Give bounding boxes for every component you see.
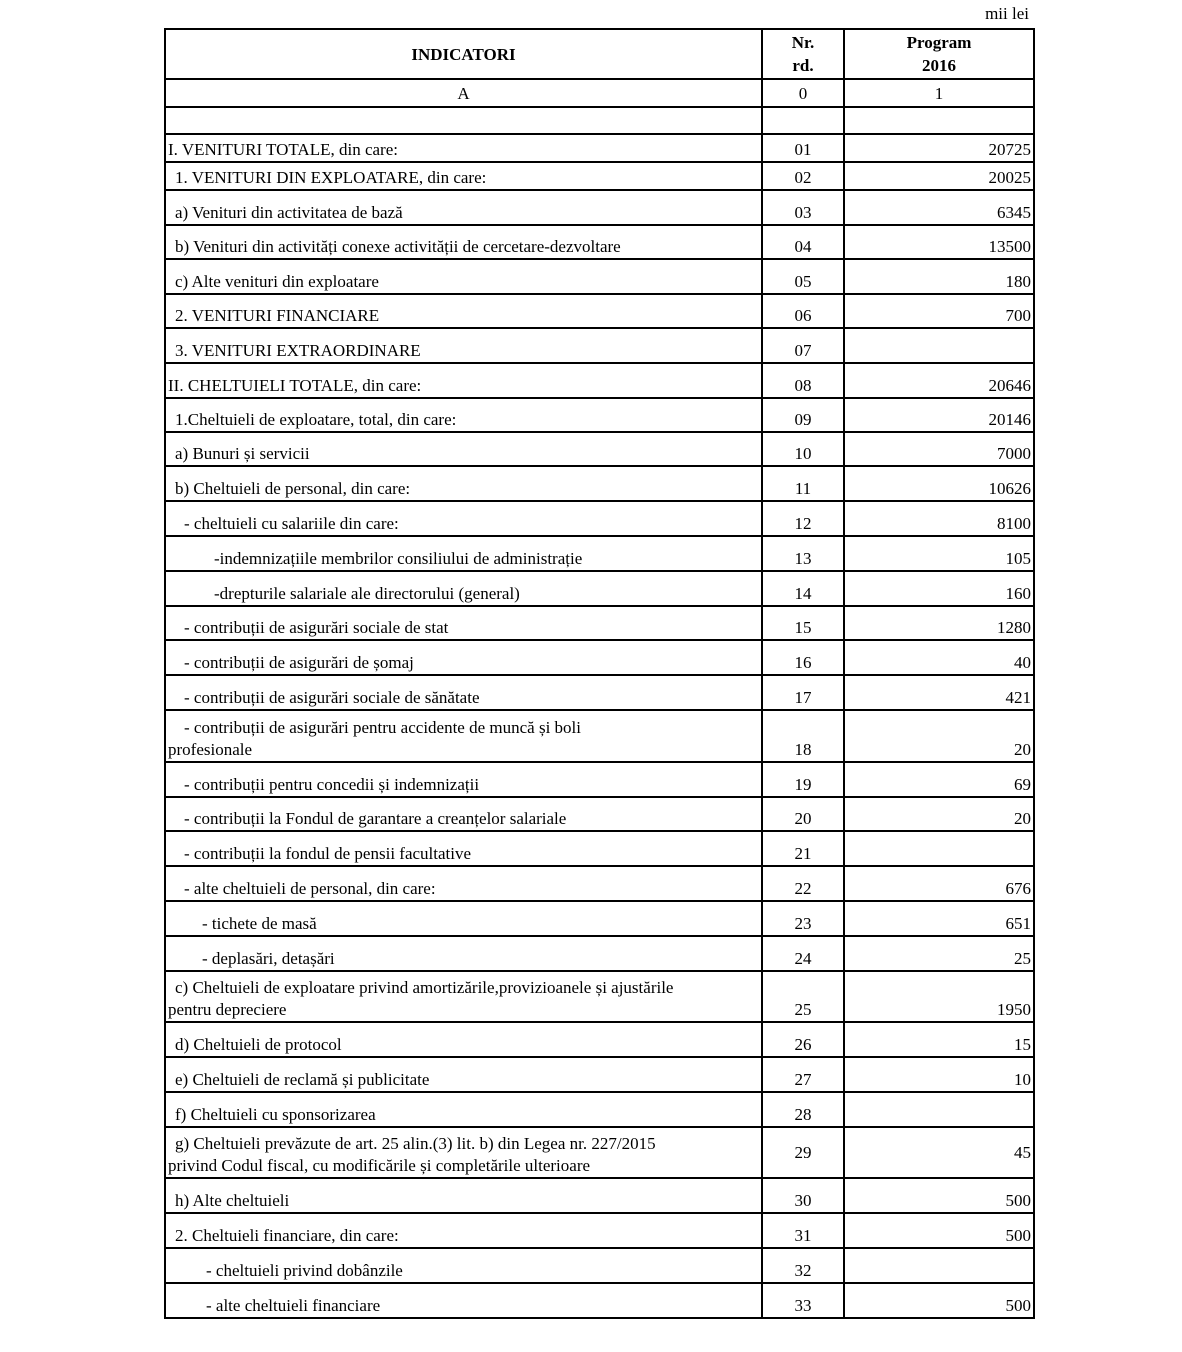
- indicator-label: [165, 536, 762, 571]
- program-value: 676: [844, 866, 1034, 901]
- row-number: 16: [762, 640, 844, 675]
- header-program-line1: Program: [906, 33, 972, 52]
- indicator-label-text: - alte cheltuieli financiare: [206, 1296, 381, 1315]
- table-row: [165, 259, 1034, 294]
- program-value: [844, 1092, 1034, 1127]
- blank-cell: [165, 107, 762, 134]
- indicator-label: [165, 901, 762, 936]
- table-row: [165, 571, 1034, 606]
- indicator-label: [165, 797, 762, 831]
- indicator-label-text: a) Venituri din activitatea de bază: [175, 203, 403, 222]
- indicator-label: [165, 190, 762, 225]
- row-number: 14: [762, 571, 844, 606]
- row-number: 28: [762, 1092, 844, 1127]
- indicator-label-text: c) Cheltuieli de exploatare privind amortizările,provizioanele și ajustările: [175, 978, 674, 997]
- indicator-label-text: - tichete de masă: [202, 914, 317, 933]
- row-number: 02: [762, 162, 844, 190]
- indicator-label-text: - alte cheltuieli de personal, din care:: [184, 879, 436, 898]
- indicator-label: [165, 466, 762, 501]
- indicator-label: [165, 1022, 762, 1057]
- table-row: [165, 466, 1034, 501]
- indicator-label-text: -drepturile salariale ale directorului (general): [214, 584, 520, 603]
- table-row: [165, 1178, 1034, 1213]
- program-value: 20725: [844, 134, 1034, 162]
- indicator-label: [165, 1092, 762, 1127]
- indicator-label: [165, 162, 762, 190]
- indicator-label: [165, 1213, 762, 1248]
- table-row: [165, 971, 1034, 1022]
- program-value: 10: [844, 1057, 1034, 1092]
- row-number: 07: [762, 328, 844, 363]
- table-row: [165, 162, 1034, 190]
- row-number: 09: [762, 398, 844, 432]
- table-row: [165, 432, 1034, 466]
- indicator-label-text: I. VENITURI TOTALE, din care:: [168, 140, 398, 159]
- indicator-label: [165, 831, 762, 866]
- program-value: 7000: [844, 432, 1034, 466]
- indicator-label: [165, 1283, 762, 1318]
- indicator-label-text: -indemnizațiile membrilor consiliului de administrație: [214, 549, 583, 568]
- row-number: 29: [762, 1127, 844, 1178]
- indicator-label: [165, 1248, 762, 1283]
- indicator-label: [165, 866, 762, 901]
- table-row: [165, 675, 1034, 710]
- blank-row: [165, 107, 1034, 134]
- indicator-label-text: b) Venituri din activități conexe activității de cercetare-dezvoltare: [175, 237, 621, 256]
- header-program: [844, 29, 1034, 79]
- program-value: 15: [844, 1022, 1034, 1057]
- table-row: [165, 1283, 1034, 1318]
- row-number: 15: [762, 606, 844, 640]
- row-number: 25: [762, 971, 844, 1022]
- indicator-label-text: - contribuții la Fondul de garantare a creanțelor salariale: [184, 809, 567, 828]
- indicator-label-text: b) Cheltuieli de personal, din care:: [175, 479, 411, 498]
- indicator-label: [165, 398, 762, 432]
- table-row: [165, 1248, 1034, 1283]
- indicator-label: [165, 936, 762, 971]
- indicators-table: [164, 28, 1035, 1319]
- indicator-label: [165, 1057, 762, 1092]
- table-row: [165, 1127, 1034, 1178]
- program-value: 500: [844, 1283, 1034, 1318]
- table-row: [165, 1092, 1034, 1127]
- indicator-label-text: 2. VENITURI FINANCIARE: [175, 306, 380, 325]
- header-row-number: [762, 29, 844, 79]
- blank-cell: [762, 107, 844, 134]
- program-value: 421: [844, 675, 1034, 710]
- indicator-label-text: - contribuții pentru concedii și indemnizații: [184, 775, 480, 794]
- row-number: 12: [762, 501, 844, 536]
- table-body: [165, 107, 1034, 1318]
- indicator-label: [165, 710, 762, 762]
- row-number: 06: [762, 294, 844, 328]
- program-value: 45: [844, 1127, 1034, 1178]
- program-value: 105: [844, 536, 1034, 571]
- header-letter-1: 1: [844, 79, 1034, 107]
- program-value: [844, 831, 1034, 866]
- indicator-label-text: 3. VENITURI EXTRAORDINARE: [175, 341, 421, 360]
- row-number: 22: [762, 866, 844, 901]
- table-row: [165, 398, 1034, 432]
- table-row: [165, 797, 1034, 831]
- indicator-label: [165, 363, 762, 398]
- table-row: [165, 866, 1034, 901]
- header-letter-0: 0: [762, 79, 844, 107]
- indicator-label-continuation: pentru depreciere: [168, 1000, 287, 1019]
- program-value: 180: [844, 259, 1034, 294]
- program-value: 6345: [844, 190, 1034, 225]
- indicator-label: [165, 606, 762, 640]
- row-number: 04: [762, 225, 844, 259]
- indicator-label-text: 1. VENITURI DIN EXPLOATARE, din care:: [175, 168, 487, 187]
- row-number: 32: [762, 1248, 844, 1283]
- row-number: 11: [762, 466, 844, 501]
- program-value: 160: [844, 571, 1034, 606]
- indicator-label: [165, 1127, 762, 1178]
- program-value: 20025: [844, 162, 1034, 190]
- table-row: [165, 190, 1034, 225]
- row-number: 33: [762, 1283, 844, 1318]
- row-number: 18: [762, 710, 844, 762]
- indicator-label: [165, 640, 762, 675]
- program-value: 20146: [844, 398, 1034, 432]
- indicator-label-text: - contribuții de asigurări pentru accidente de muncă și boli: [184, 718, 582, 737]
- row-number: 01: [762, 134, 844, 162]
- indicator-label-text: e) Cheltuieli de reclamă și publicitate: [175, 1070, 430, 1089]
- indicator-label-text: h) Alte cheltuieli: [175, 1191, 290, 1210]
- row-number: 20: [762, 797, 844, 831]
- header-letter-a: A: [165, 79, 762, 107]
- program-value: 10626: [844, 466, 1034, 501]
- table-row: [165, 501, 1034, 536]
- indicator-label: [165, 1178, 762, 1213]
- indicator-label-text: 2. Cheltuieli financiare, din care:: [175, 1226, 399, 1245]
- row-number: 08: [762, 363, 844, 398]
- indicator-label-text: II. CHELTUIELI TOTALE, din care:: [168, 376, 422, 395]
- table-row: [165, 294, 1034, 328]
- row-number: 10: [762, 432, 844, 466]
- indicator-label-text: a) Bunuri și servicii: [175, 444, 310, 463]
- table-row: [165, 328, 1034, 363]
- indicator-label-text: - contribuții de asigurări de șomaj: [184, 653, 414, 672]
- row-number: 26: [762, 1022, 844, 1057]
- program-value: [844, 328, 1034, 363]
- indicator-label: [165, 328, 762, 363]
- program-value: 20646: [844, 363, 1034, 398]
- program-value: 1950: [844, 971, 1034, 1022]
- header-row-number-line2: rd.: [792, 56, 814, 75]
- table-row: [165, 901, 1034, 936]
- table-row: [165, 762, 1034, 797]
- indicator-label: [165, 675, 762, 710]
- row-number: 24: [762, 936, 844, 971]
- indicator-label: [165, 259, 762, 294]
- row-number: 05: [762, 259, 844, 294]
- indicator-label-text: - contribuții de asigurări sociale de stat: [184, 618, 449, 637]
- table-row: [165, 1213, 1034, 1248]
- indicator-label: [165, 571, 762, 606]
- table-row: [165, 536, 1034, 571]
- indicator-label: [165, 225, 762, 259]
- program-value: 700: [844, 294, 1034, 328]
- table-row: [165, 936, 1034, 971]
- program-value: 40: [844, 640, 1034, 675]
- row-number: 17: [762, 675, 844, 710]
- table-row: [165, 134, 1034, 162]
- indicator-label-text: - deplasări, detașări: [202, 949, 335, 968]
- indicator-label-text: f) Cheltuieli cu sponsorizarea: [175, 1105, 376, 1124]
- indicator-label-text: c) Alte venituri din exploatare: [175, 272, 379, 291]
- blank-cell: [844, 107, 1034, 134]
- indicator-label: [165, 294, 762, 328]
- indicator-label-text: - cheltuieli privind dobânzile: [206, 1261, 403, 1280]
- program-value: [844, 1248, 1034, 1283]
- row-number: 13: [762, 536, 844, 571]
- row-number: 21: [762, 831, 844, 866]
- header-row-number-line1: Nr.: [791, 33, 815, 52]
- program-value: 651: [844, 901, 1034, 936]
- table-row: [165, 606, 1034, 640]
- header-program-year: 2016: [922, 56, 956, 75]
- table-row: [165, 710, 1034, 762]
- indicator-label-text: d) Cheltuieli de protocol: [175, 1035, 342, 1054]
- table-row: [165, 1022, 1034, 1057]
- row-number: 03: [762, 190, 844, 225]
- indicator-label-continuation: privind Codul fiscal, cu modificările și completările ulterioare: [168, 1156, 591, 1175]
- program-value: 1280: [844, 606, 1034, 640]
- indicator-label: [165, 432, 762, 466]
- indicator-label-text: - contribuții de asigurări sociale de sănătate: [184, 688, 480, 707]
- indicator-label-text: 1.Cheltuieli de exploatare, total, din care:: [175, 410, 457, 429]
- program-value: 500: [844, 1213, 1034, 1248]
- indicator-label-continuation: profesionale: [168, 740, 253, 759]
- row-number: 23: [762, 901, 844, 936]
- table-row: [165, 225, 1034, 259]
- row-number: 31: [762, 1213, 844, 1248]
- indicator-label: [165, 501, 762, 536]
- table-header: [165, 29, 1034, 107]
- program-value: 69: [844, 762, 1034, 797]
- indicator-label: [165, 134, 762, 162]
- header-indicators: INDICATORI: [165, 29, 762, 79]
- row-number: 19: [762, 762, 844, 797]
- table-row: [165, 1057, 1034, 1092]
- table-row: [165, 640, 1034, 675]
- indicator-label-text: - contribuții la fondul de pensii facultative: [184, 844, 472, 863]
- unit-label: mii lei: [985, 4, 1029, 23]
- program-value: 20: [844, 797, 1034, 831]
- row-number: 30: [762, 1178, 844, 1213]
- program-value: 500: [844, 1178, 1034, 1213]
- program-value: 13500: [844, 225, 1034, 259]
- program-value: 20: [844, 710, 1034, 762]
- indicator-label-text: g) Cheltuieli prevăzute de art. 25 alin.(3) lit. b) din Legea nr. 227/2015: [175, 1134, 656, 1153]
- indicator-label: [165, 762, 762, 797]
- table-row: [165, 831, 1034, 866]
- table-row: [165, 363, 1034, 398]
- indicator-label-text: - cheltuieli cu salariile din care:: [184, 514, 399, 533]
- program-value: 25: [844, 936, 1034, 971]
- indicator-label: [165, 971, 762, 1022]
- row-number: 27: [762, 1057, 844, 1092]
- program-value: 8100: [844, 501, 1034, 536]
